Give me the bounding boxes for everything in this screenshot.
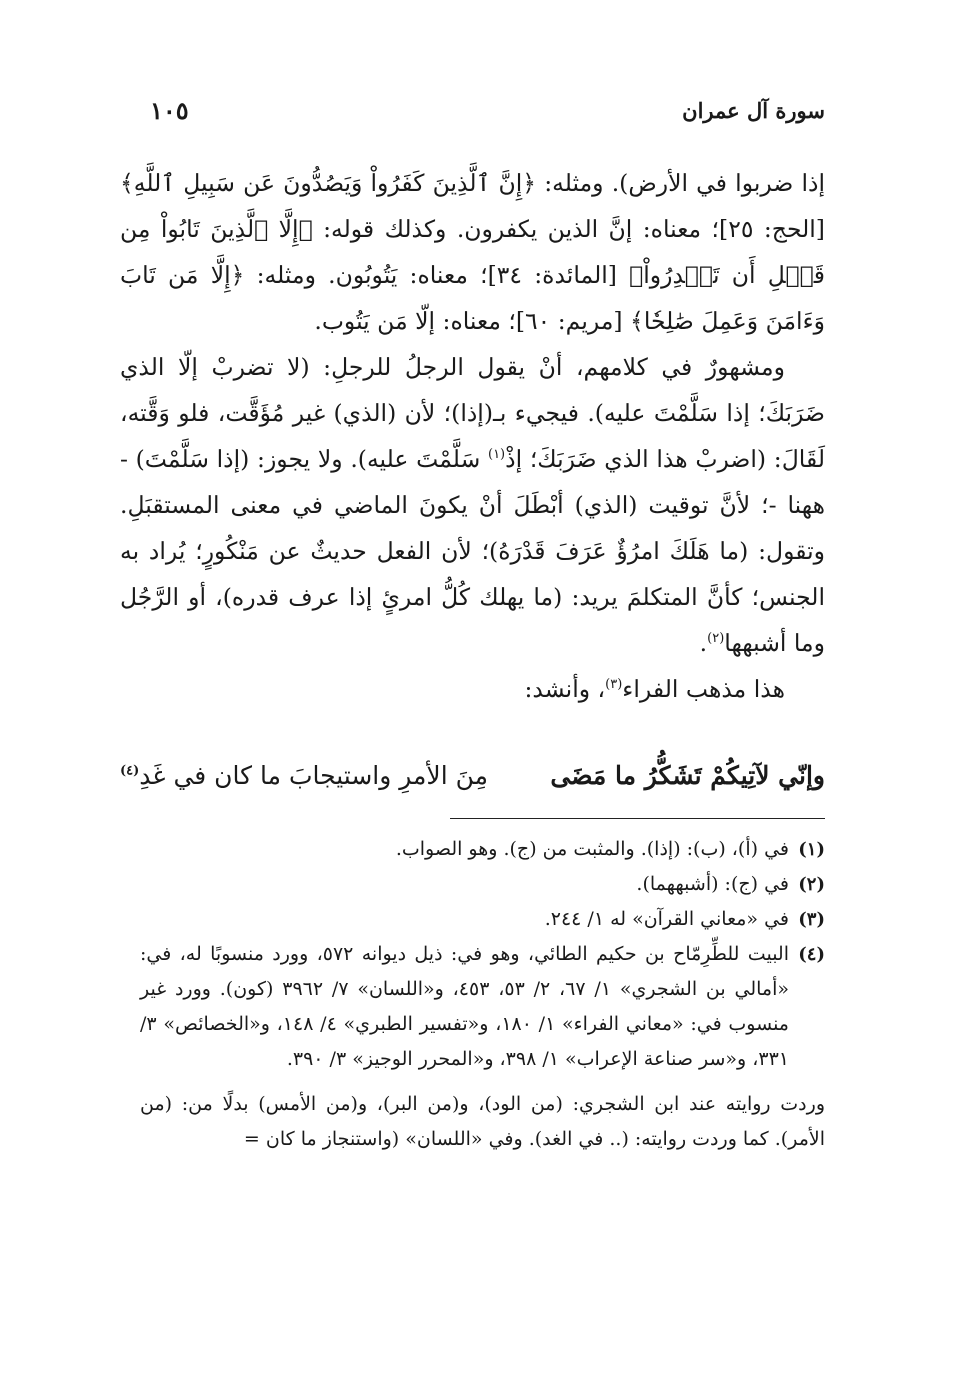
footnote-divider [450,818,825,819]
footnotes [140,832,825,1157]
footnote-text: البيت للطِّرِمّاح بن حكيم الطائي، وهو في: ذيل ديوانه ٥٧٢، وورد منسوبًا له، في: «أمالي بن الشجري» ١/ ٦٧، ٢/ ٥٣، ٤٥٣، و«اللسان» ٧/ ٣٩٦٢ (كون). وورد غير منسوب في: «معاني الفراء» ١/ ١٨٠، و«تفسير الطبري» ٤/ ١٤٨، و«الخصائص» ٣/ ٣٣١، و«سر صناعة الإعراب» ١/ ٣٩٨، و«المحرر الوجيز» ٣/ ٣٩٠. [140,943,789,1070]
footnote-item [140,902,825,937]
footnote-text: في (أ)، (ب): (إذا). والمثبت من (ج). وهو الصواب. [395,838,789,860]
footnote-ref-4[interactable]: (٤) [120,763,140,779]
footnote-ref-1[interactable]: (١) [487,447,506,463]
paragraph-3 [120,666,825,712]
paragraph-2 [120,344,825,666]
footnote-item [140,832,825,867]
footnote-number: (١) [798,839,825,860]
poetry-verse [120,752,825,798]
paragraph-3-part-a: هذا مذهب الفراء [622,675,785,703]
verse-first-hemistich: وإنّي لآتِيكُمْ تَشَكُّرُ ما مَضَى [550,760,825,790]
verse-second-hemistich-wrap [120,761,488,790]
page-number: ١٠٥ [150,95,189,125]
surah-title: سورة آل عمران [682,97,825,123]
footnote-item [140,937,825,1077]
main-text [120,160,825,712]
verse-second-hemistich: مِنَ الأمرِ واستيجابَ ما كان في غَدِ [139,760,489,790]
footnote-number: (٣) [798,909,825,930]
paragraph-1: إذا ضربوا في الأرض). ومثله: ﴿إِنَّ ٱلَّذِينَ كَفَرُواْ وَيَصُدُّونَ عَن سَبِيلِ ٱللَّهِ﴾ [الحج: ٢٥]؛ معناه: إنَّ الذين يكفرون. وكذلك قوله: ﴿إِلَّا ٱلَّذِينَ تَابُواْ مِن قَبۡلِ أَن تَقۡدِرُواْ﴾ [المائدة: ٣٤]؛ معناه: يَتُوبُون. ومثله: ﴿إِلَّا مَن تَابَ وَءَامَنَ وَعَمِلَ صَٰلِحٗا﴾ [مريم: ٦٠]؛ معناه: إلّا مَن يَتُوب. [120,169,825,335]
footnote-ref-3[interactable]: (٣) [605,677,623,693]
footnote-item [140,867,825,902]
footnote-number: (٢) [798,874,825,895]
paragraph-2-end: . [699,629,708,657]
paragraph-3-part-b: ، وأنشد: [524,675,606,703]
paragraph-2-part-b: سَلَّمْتَ عليه). ولا يجوز: (إذا سَلَّمْتَ) - ههنا -؛ لأنَّ توقيت (الذي) أبْطَلَ أنْ يكونَ الماضي في معنى المستقبَلِ. وتقول: (ما هَلَكَ امرُؤٌ عَرَفَ قَدْرَهُ)؛ لأن الفعل حديثٌ عن مَنْكُورٍ؛ يُراد به الجنس؛ كأنَّ المتكلمَ يريد: (ما يهلك كُلُّ امرئٍ إذا عرف قدره)، أو الرَّجُل وما أشبهها [120,445,825,657]
paragraph-2-part-a: ومشهورٌ في كلامهم، أنْ يقول الرجلُ للرجلِ: (لا تضربْ إلّا الذي ضَرَبَكَ؛ إذا سَلَّمْتَ عليه). فيجيء بـ(إذا)؛ لأن (الذي) غير مُؤَقَّت، فلو وَقَّته، لَقَالَ: (اضربْ هذا الذي ضَرَبَكَ؛ إذْ [120,353,825,473]
footnote-text: في «معاني القرآن» له ١/ ٢٤٤. [544,908,789,930]
page-header [150,90,825,130]
footnote-continuation: وردت روايته عند ابن الشجري: (من الود)، و(من البر)، و(من الأمس) بدلًا من: (من الأمر). كما وردت روايته: (.. في الغد). وفي «اللسان» (واستنجاز ما كان = [140,1093,825,1150]
footnote-text: في (ج): (أشبههما). [636,873,789,895]
footnote-number: (٤) [798,944,825,965]
footnote-ref-2[interactable]: (٢) [707,631,725,647]
